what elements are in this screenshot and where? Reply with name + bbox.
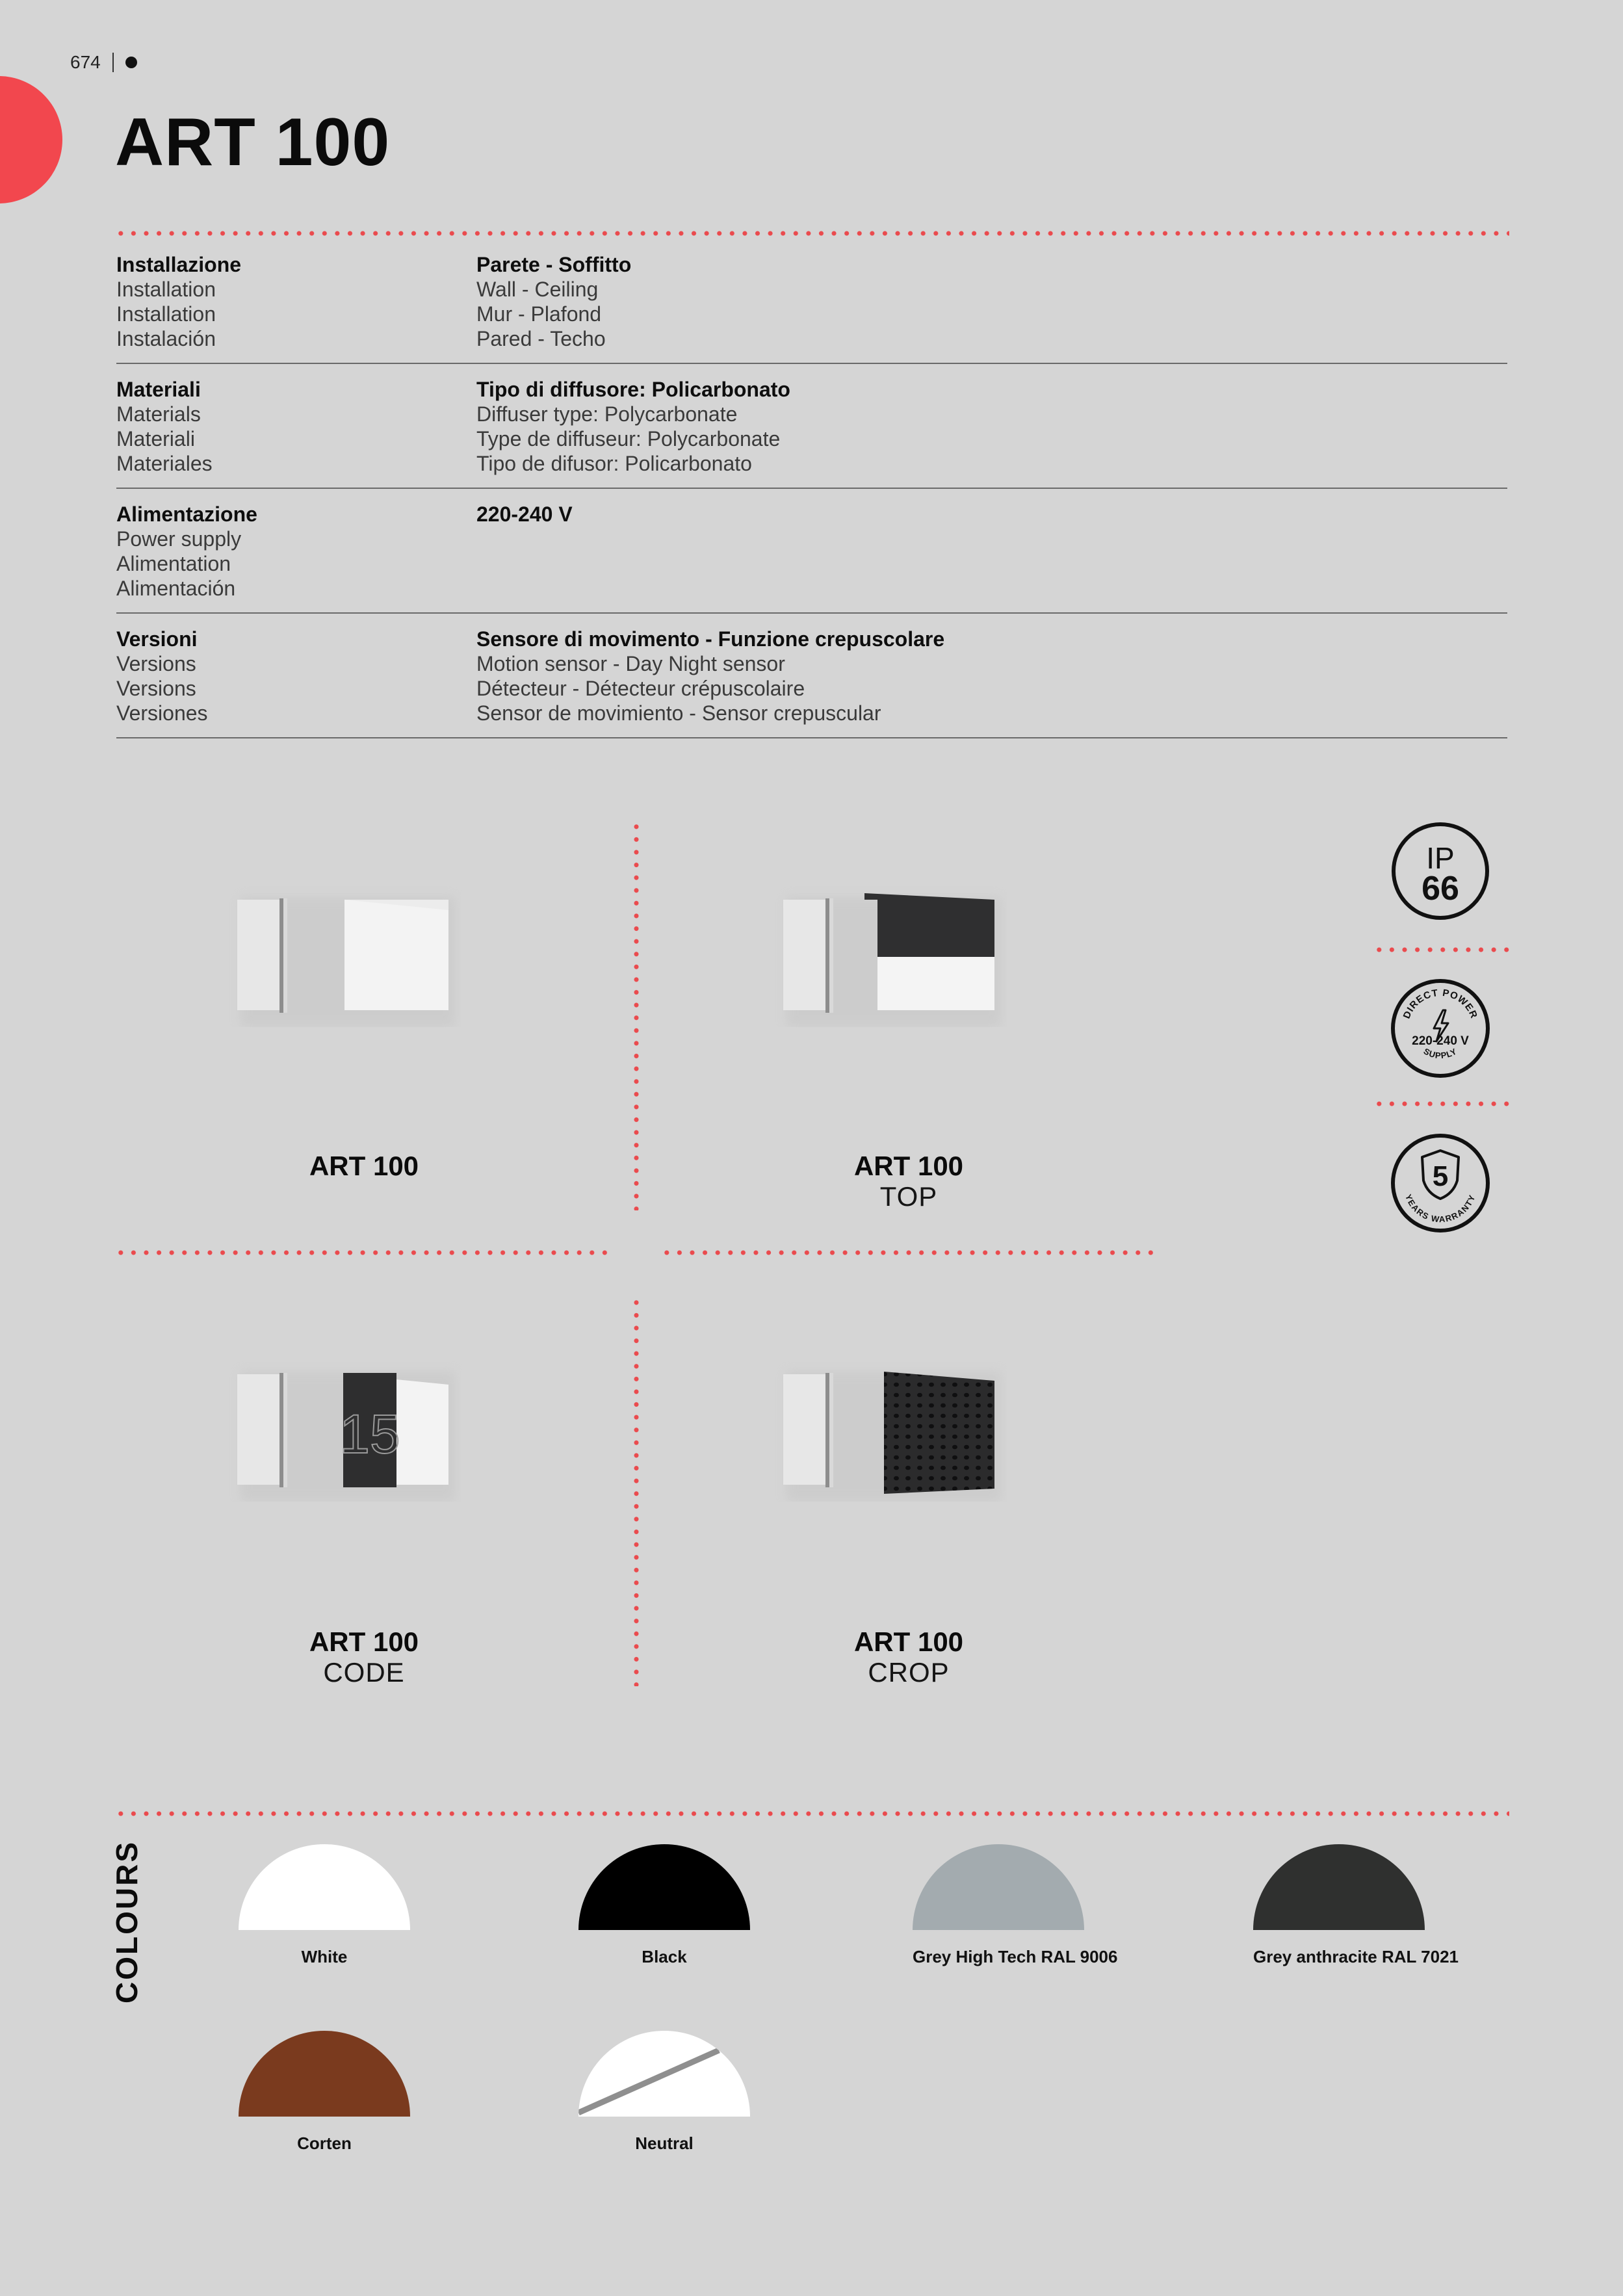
code-number: 15 xyxy=(339,1403,400,1465)
colour-swatch-black xyxy=(578,1844,750,1967)
colour-chip xyxy=(239,2031,410,2117)
spec-value: 220-240 V xyxy=(476,502,573,526)
direct-power-badge-icon xyxy=(1388,976,1492,1080)
product-image-art100-code xyxy=(227,1359,461,1502)
ip-label: IP xyxy=(1426,841,1455,875)
colours-divider xyxy=(114,1811,1509,1816)
spec-label: Materiali xyxy=(116,378,201,401)
spec-label: Installazione xyxy=(116,253,242,276)
product-variant: CODE xyxy=(323,1657,405,1688)
spec-value: Pared - Techo xyxy=(476,327,606,350)
spec-value: Sensore di movimento - Funzione crepuscolare xyxy=(476,627,945,651)
colour-swatch-corten xyxy=(239,2031,410,2154)
spec-value: Tipo de difusor: Policarbonato xyxy=(476,452,752,475)
power-value: 220-240 V xyxy=(1412,1034,1469,1048)
spec-label: Versiones xyxy=(116,701,208,725)
colour-chip xyxy=(1253,1844,1425,1930)
spec-label: Installation xyxy=(116,302,216,326)
product-name: ART 100 xyxy=(853,1151,964,1181)
grid-divider-horizontal-right xyxy=(660,1250,1161,1255)
colour-name: Corten xyxy=(297,2133,352,2153)
colour-name: White xyxy=(301,1947,348,1966)
spec-label: Versions xyxy=(116,677,196,700)
svg-text:SUPPLY xyxy=(1422,1046,1459,1060)
spec-row-materials xyxy=(116,364,1507,489)
colour-name: Grey High Tech RAL 9006 xyxy=(913,1947,1118,1966)
colour-swatch-grey-high-tech xyxy=(913,1844,1118,1967)
ip66-badge-icon xyxy=(1390,820,1491,922)
spec-label: Installation xyxy=(116,278,216,301)
product-image-art100-top xyxy=(773,884,1007,1027)
colours-heading: COLOURS xyxy=(110,1840,144,2003)
spec-value: Sensor de movimiento - Sensor crepuscular xyxy=(476,701,881,725)
product-name: ART 100 xyxy=(309,1151,419,1181)
warranty-value: 5 xyxy=(1432,1160,1449,1192)
colour-chip xyxy=(578,1844,750,1930)
spec-label: Alimentation xyxy=(116,552,231,575)
colour-swatch-white xyxy=(239,1844,410,1967)
warranty-badge-icon xyxy=(1388,1131,1492,1235)
spec-label: Versions xyxy=(116,652,196,675)
product-name: ART 100 xyxy=(853,1626,964,1657)
bullet-icon xyxy=(125,57,137,68)
spec-value: Détecteur - Détecteur crépuscolaire xyxy=(476,677,805,700)
spec-row-power xyxy=(116,489,1507,614)
colour-chip xyxy=(578,2031,750,2117)
product-image-art100-crop xyxy=(773,1359,1007,1502)
product-variant: CROP xyxy=(868,1657,950,1688)
ip-value: 66 xyxy=(1422,870,1459,907)
colour-name: Black xyxy=(642,1947,687,1966)
badge-divider-2 xyxy=(1373,1101,1509,1106)
grid-divider-vertical-bottom xyxy=(634,1296,639,1686)
product-name: ART 100 xyxy=(309,1626,419,1657)
power-top-label: DIRECT POWER xyxy=(1401,987,1480,1021)
colour-chip xyxy=(239,1844,410,1930)
spec-label: Alimentazione xyxy=(116,502,257,526)
spec-label: Versioni xyxy=(116,627,198,651)
spec-value: Parete - Soffitto xyxy=(476,253,632,276)
grid-divider-horizontal-left xyxy=(114,1250,615,1255)
colour-swatch-grey-anthracite xyxy=(1253,1844,1459,1967)
power-bottom-label: SUPPLY xyxy=(1422,1046,1459,1061)
spec-value: Motion sensor - Day Night sensor xyxy=(476,652,785,675)
separator xyxy=(112,53,114,72)
product-label-art100 xyxy=(201,1151,526,1182)
spec-row-versions xyxy=(116,614,1507,738)
colour-name: Neutral xyxy=(635,2133,694,2153)
page-title: ART 100 xyxy=(115,105,391,180)
page-number: 674 xyxy=(70,52,137,73)
spec-value: Diffuser type: Polycarbonate xyxy=(476,402,738,426)
spec-label: Materiales xyxy=(116,452,213,475)
spec-label: Instalación xyxy=(116,327,216,350)
product-label-art100-crop xyxy=(746,1626,1071,1688)
product-image-art100 xyxy=(227,884,461,1027)
product-variant: TOP xyxy=(879,1181,938,1212)
spec-label: Power supply xyxy=(116,527,242,551)
spec-label: Alimentación xyxy=(116,577,236,600)
spec-label: Materials xyxy=(116,402,201,426)
spec-value: Type de diffuseur: Polycarbonate xyxy=(476,427,781,450)
warranty-text: YEARS WARRANTY xyxy=(1403,1193,1477,1225)
red-accent-circle xyxy=(0,76,62,203)
spec-value: Mur - Plafond xyxy=(476,302,602,326)
colour-swatch-neutral xyxy=(578,2031,750,2154)
grid-divider-vertical-top xyxy=(634,820,639,1210)
badge-divider-1 xyxy=(1373,947,1509,952)
spec-value: Tipo di diffusore: Policarbonato xyxy=(476,378,790,401)
colour-name: Grey anthracite RAL 7021 xyxy=(1253,1947,1459,1966)
spec-label: Materiali xyxy=(116,427,195,450)
product-label-art100-code xyxy=(201,1626,526,1688)
spec-value: Wall - Ceiling xyxy=(476,278,599,301)
product-label-art100-top xyxy=(746,1151,1071,1212)
colour-chip xyxy=(913,1844,1084,1930)
spec-table xyxy=(116,247,1507,738)
spec-row-installation xyxy=(116,247,1507,364)
title-divider xyxy=(114,231,1509,236)
